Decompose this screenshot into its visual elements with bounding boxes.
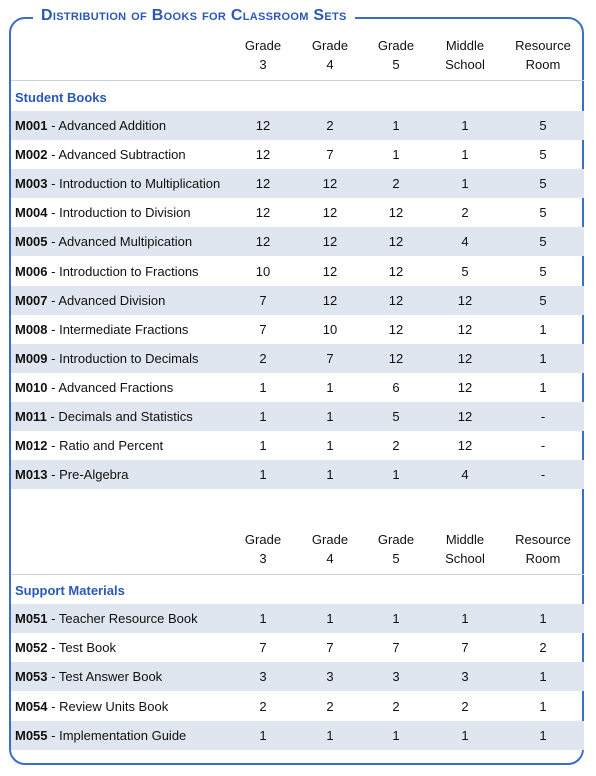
quantity-cell: 2 [326, 118, 334, 133]
row-label: M051 - Teacher Resource Book [15, 611, 198, 626]
book-code: M011 [15, 409, 47, 424]
row-label: M001 - Advanced Addition [15, 118, 167, 133]
quantity-cell: 12 [457, 350, 473, 366]
quantity-cell: 1 [461, 118, 469, 133]
quantity-cell: 5 [539, 147, 547, 163]
row-label: M011 - Decimals and Statistics [15, 409, 193, 424]
quantity-cell: 12 [322, 176, 338, 192]
quantity-cell: 3 [461, 669, 469, 685]
quantity-cell: 5 [539, 263, 547, 279]
row-label: M008 - Intermediate Fractions [15, 321, 189, 337]
quantity-cell: 5 [461, 263, 469, 279]
quantity-cell: 12 [457, 409, 473, 424]
quantity-cell: 7 [259, 640, 267, 656]
book-title: Review Units Book [59, 698, 169, 714]
book-title: Introduction to Division [59, 205, 191, 221]
book-title: Advanced Multipication [58, 234, 193, 250]
row-label: M013 - Pre-Algebra [15, 467, 129, 483]
book-code: M052 [15, 640, 48, 656]
book-code: M008 [15, 321, 48, 337]
book-title: Advanced Addition [58, 118, 167, 133]
header-divider [11, 80, 584, 81]
column-grade-5: Grade 5 [377, 38, 415, 72]
column-grade-3: Grade 3 [244, 532, 282, 566]
section-heading-support-materials: Support Materials [15, 583, 125, 598]
table-row [11, 227, 584, 256]
quantity-cell: 12 [388, 321, 404, 337]
quantity-cell: 3 [392, 669, 400, 685]
quantity-cell: 5 [539, 118, 547, 133]
quantity-cell: 1 [392, 727, 400, 743]
quantity-cell: 1 [326, 409, 334, 424]
column-grade-3: Grade 3 [244, 38, 282, 72]
table-row [11, 198, 584, 227]
table-row [11, 315, 584, 344]
quantity-cell: 2 [392, 698, 400, 714]
quantity-cell: 7 [326, 640, 334, 656]
row-label: M054 - Review Units Book [15, 698, 169, 714]
book-code: M055 [15, 727, 48, 743]
quantity-cell: 12 [457, 379, 473, 395]
quantity-cell: 7 [259, 321, 267, 337]
book-title: Advanced Fractions [58, 379, 174, 395]
quantity-cell: 1 [392, 611, 400, 626]
book-code: M006 [15, 263, 48, 279]
quantity-cell: 1 [539, 727, 547, 743]
table-row [11, 402, 584, 431]
quantity-cell: 1 [461, 147, 469, 163]
row-label: M004 - Introduction to Division [15, 205, 191, 221]
quantity-cell: 7 [392, 640, 400, 656]
row-label: M010 - Advanced Fractions [15, 379, 174, 395]
quantity-cell: 12 [322, 292, 338, 308]
book-code: M004 [15, 205, 48, 221]
column-resource-room: Resource Room [515, 532, 571, 566]
quantity-cell: 4 [461, 234, 469, 250]
table-row [11, 286, 584, 315]
quantity-cell: 1 [326, 611, 334, 626]
table-row [11, 111, 584, 140]
quantity-cell: 6 [392, 379, 400, 395]
book-code: M012 [15, 438, 48, 454]
table-row [11, 633, 584, 662]
quantity-cell: 4 [461, 467, 469, 483]
book-title: Decimals and Statistics [58, 409, 193, 424]
quantity-cell: 7 [461, 640, 469, 656]
column-grade-4: Grade 4 [311, 38, 349, 72]
quantity-cell: 12 [457, 321, 473, 337]
quantity-cell: - [540, 438, 546, 454]
column-middle-school: Middle School [445, 532, 485, 566]
row-label: M005 - Advanced Multipication [15, 234, 193, 250]
book-title: Teacher Resource Book [58, 611, 198, 626]
book-code: M001 [15, 118, 48, 133]
book-title: Introduction to Decimals [59, 350, 199, 366]
book-code: M054 [15, 698, 48, 714]
column-grade-4: Grade 4 [311, 532, 349, 566]
quantity-cell: 12 [255, 176, 271, 192]
quantity-cell: 3 [259, 669, 267, 685]
row-label: M007 - Advanced Division [15, 292, 166, 308]
section-heading-student-books: Student Books [15, 90, 107, 105]
quantity-cell: 10 [255, 263, 271, 279]
header-divider [11, 574, 584, 575]
row-label: M052 - Test Book [15, 640, 116, 656]
quantity-cell: 5 [539, 234, 547, 250]
quantity-cell: 2 [461, 205, 469, 221]
column-header-support [11, 530, 584, 580]
quantity-cell: 12 [457, 292, 473, 308]
book-title: Advanced Subtraction [58, 147, 186, 163]
row-label: M055 - Implementation Guide [15, 727, 187, 743]
quantity-cell: 1 [461, 176, 469, 192]
book-title: Intermediate Fractions [59, 321, 189, 337]
book-title: Introduction to Fractions [59, 263, 199, 279]
table-row [11, 140, 584, 169]
table-row [11, 662, 584, 691]
row-label: M009 - Introduction to Decimals [15, 350, 199, 366]
book-title: Implementation Guide [59, 727, 187, 743]
row-label: M003 - Introduction to Multiplication [15, 176, 221, 192]
quantity-cell: - [540, 409, 546, 424]
quantity-cell: 5 [392, 409, 400, 424]
row-label: M006 - Introduction to Fractions [15, 263, 199, 279]
book-title: Test Answer Book [58, 669, 163, 685]
column-resource-room: Resource Room [515, 38, 571, 72]
row-label: M012 - Ratio and Percent [15, 438, 164, 454]
quantity-cell: 1 [326, 467, 334, 483]
quantity-cell: 1 [392, 118, 400, 133]
quantity-cell: 7 [259, 292, 267, 308]
table-row [11, 721, 584, 750]
book-code: M009 [15, 350, 48, 366]
quantity-cell: 1 [539, 611, 547, 626]
book-code: M003 [15, 176, 48, 192]
quantity-cell: 1 [539, 350, 547, 366]
quantity-cell: 7 [326, 350, 334, 366]
quantity-cell: 1 [259, 611, 267, 626]
quantity-cell: 2 [392, 176, 400, 192]
quantity-cell: - [540, 467, 546, 483]
table-row [11, 692, 584, 721]
quantity-cell: 1 [326, 727, 334, 743]
quantity-cell: 1 [259, 438, 267, 454]
quantity-cell: 5 [539, 292, 547, 308]
table-row [11, 460, 584, 489]
quantity-cell: 12 [457, 438, 473, 454]
book-title: Pre-Algebra [59, 467, 129, 483]
column-grade-5: Grade 5 [377, 532, 415, 566]
quantity-cell: 1 [392, 467, 400, 483]
quantity-cell: 1 [326, 438, 334, 454]
quantity-cell: 12 [255, 118, 271, 133]
book-code: M053 [15, 669, 48, 685]
quantity-cell: 2 [461, 698, 469, 714]
quantity-cell: 12 [388, 263, 404, 279]
quantity-cell: 12 [255, 147, 271, 163]
quantity-cell: 12 [322, 234, 338, 250]
quantity-cell: 1 [259, 409, 267, 424]
book-code: M010 [15, 379, 48, 395]
book-title: Test Book [58, 640, 116, 656]
quantity-cell: 12 [388, 350, 404, 366]
table-row [11, 604, 584, 633]
quantity-cell: 1 [539, 669, 547, 685]
quantity-cell: 1 [539, 698, 547, 714]
book-title: Introduction to Multiplication [59, 176, 221, 192]
book-code: M002 [15, 147, 48, 163]
quantity-cell: 2 [326, 698, 334, 714]
quantity-cell: 7 [326, 147, 334, 163]
quantity-cell: 5 [539, 176, 547, 192]
quantity-cell: 1 [259, 727, 267, 743]
quantity-cell: 2 [539, 640, 547, 656]
quantity-cell: 5 [539, 205, 547, 221]
quantity-cell: 10 [322, 321, 338, 337]
table-row [11, 257, 584, 286]
quantity-cell: 1 [539, 321, 547, 337]
column-middle-school: Middle School [445, 38, 485, 72]
page-title: Distribution of Books for Classroom Sets [33, 5, 355, 27]
quantity-cell: 12 [255, 205, 271, 221]
table-row [11, 373, 584, 402]
quantity-cell: 2 [392, 438, 400, 454]
quantity-cell: 2 [259, 698, 267, 714]
row-label: M002 - Advanced Subtraction [15, 147, 186, 163]
row-label: M053 - Test Answer Book [15, 669, 163, 685]
quantity-cell: 1 [259, 467, 267, 483]
quantity-cell: 1 [259, 379, 267, 395]
quantity-cell: 1 [461, 727, 469, 743]
column-header-student [11, 36, 584, 86]
book-title: Ratio and Percent [59, 438, 164, 454]
book-code: M007 [15, 292, 48, 308]
book-title: Advanced Division [58, 292, 166, 308]
quantity-cell: 12 [388, 205, 404, 221]
quantity-cell: 12 [322, 263, 338, 279]
quantity-cell: 12 [322, 205, 338, 221]
quantity-cell: 12 [255, 234, 271, 250]
quantity-cell: 12 [388, 234, 404, 250]
quantity-cell: 12 [388, 292, 404, 308]
quantity-cell: 3 [326, 669, 334, 685]
table-row [11, 344, 584, 373]
quantity-cell: 1 [461, 611, 469, 626]
quantity-cell: 1 [326, 379, 334, 395]
quantity-cell: 1 [539, 379, 547, 395]
book-code: M051 [15, 611, 48, 626]
table-row [11, 169, 584, 198]
quantity-cell: 1 [392, 147, 400, 163]
table-row [11, 431, 584, 460]
book-code: M013 [15, 467, 48, 483]
book-code: M005 [15, 234, 48, 250]
quantity-cell: 2 [259, 350, 267, 366]
